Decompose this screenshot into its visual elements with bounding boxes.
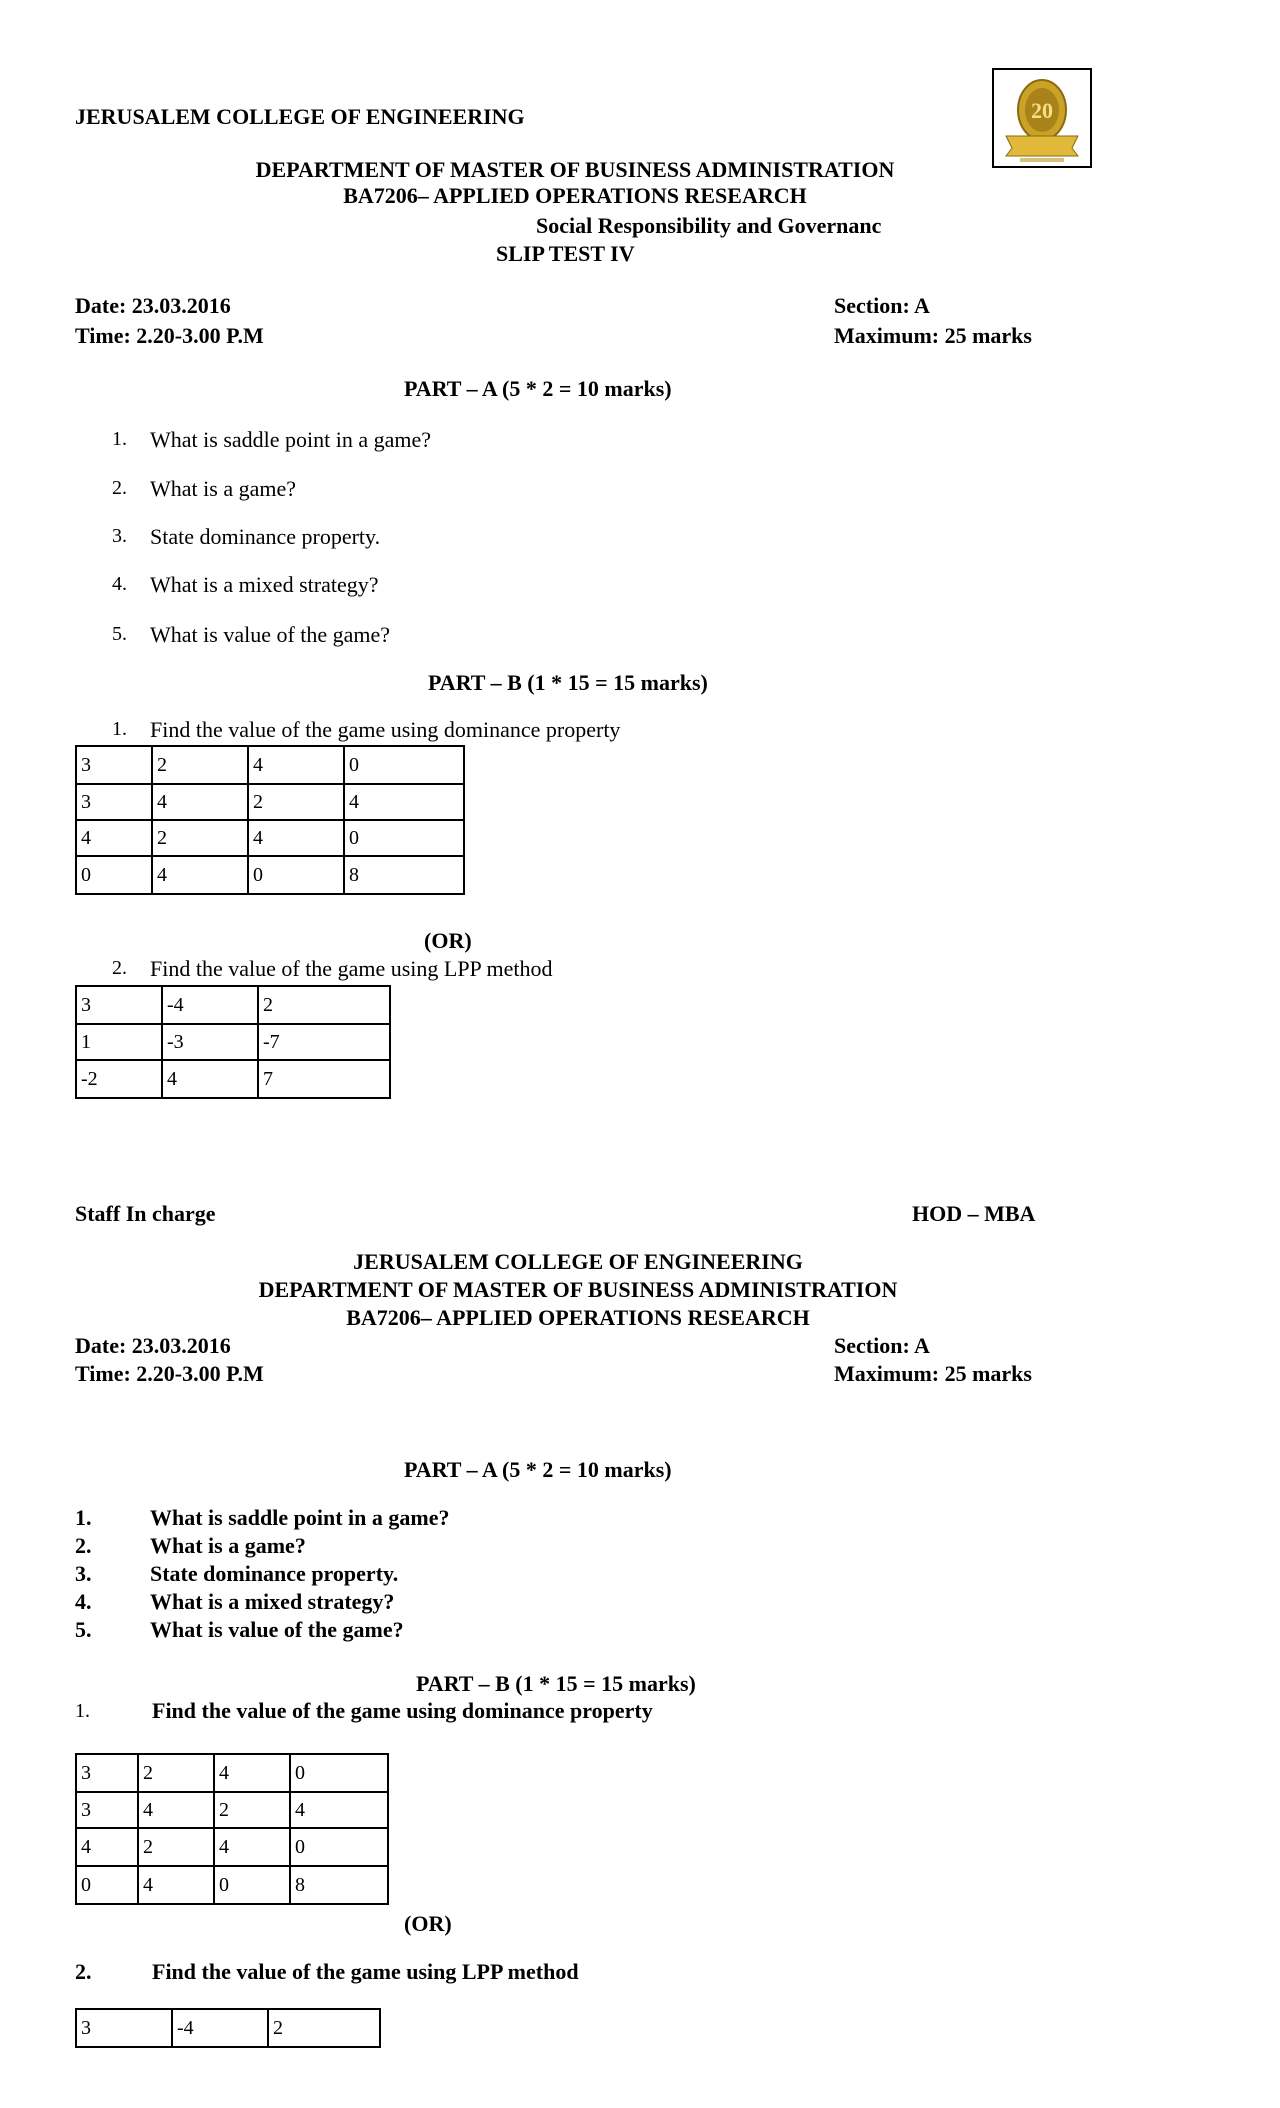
matrix-cell: 2 [214, 1792, 290, 1828]
question-number: 3. [75, 1561, 92, 1586]
matrix-cell: -4 [172, 2009, 268, 2047]
matrix-cell: 2 [268, 2009, 380, 2047]
matrix-cell: 4 [290, 1792, 388, 1828]
payoff-matrix-dominance [75, 1753, 389, 1905]
or-separator: (OR) [424, 928, 472, 953]
matrix-cell: 0 [214, 1866, 290, 1904]
matrix-cell: 4 [76, 820, 152, 856]
question-number: 2. [112, 957, 127, 979]
question-number: 1. [75, 1505, 92, 1530]
matrix-cell: 0 [248, 856, 344, 894]
matrix-cell: 1 [76, 1024, 162, 1060]
question-number: 4. [112, 573, 127, 595]
part-b-heading: PART – B (1 * 15 = 15 marks) [428, 670, 708, 695]
question-text: What is a mixed strategy? [150, 572, 379, 597]
matrix-cell: 4 [138, 1792, 214, 1828]
matrix-cell: 3 [76, 1792, 138, 1828]
matrix-cell: 0 [344, 746, 464, 784]
question-number: 2. [75, 1533, 92, 1558]
matrix-cell: 4 [76, 1828, 138, 1866]
matrix-cell: -3 [162, 1024, 258, 1060]
matrix-cell: 3 [76, 1754, 138, 1792]
question-number: 1. [112, 718, 127, 740]
hod-signature: HOD – MBA [912, 1201, 1036, 1226]
part-a-heading: PART – A (5 * 2 = 10 marks) [404, 1457, 672, 1482]
matrix-cell: 4 [214, 1754, 290, 1792]
matrix-cell: 3 [76, 2009, 172, 2047]
matrix-cell: 3 [76, 784, 152, 820]
matrix-cell: 4 [138, 1866, 214, 1904]
department-title: DEPARTMENT OF MASTER OF BUSINESS ADMINISTRATION [258, 1277, 898, 1302]
question-number: 2. [112, 477, 127, 499]
matrix-cell: 2 [152, 746, 248, 784]
matrix-cell: 8 [344, 856, 464, 894]
question-text: Find the value of the game using dominance property [152, 1698, 653, 1723]
matrix-cell: 0 [76, 1866, 138, 1904]
question-number: 3. [112, 525, 127, 547]
matrix-cell: 4 [344, 784, 464, 820]
payoff-matrix-lpp [75, 2008, 381, 2048]
matrix-cell: 0 [290, 1828, 388, 1866]
matrix-cell: 2 [248, 784, 344, 820]
logo-number: 20 [1031, 98, 1053, 123]
part-b-heading: PART – B (1 * 15 = 15 marks) [416, 1671, 696, 1696]
question-text: State dominance property. [150, 1561, 399, 1586]
time: Time: 2.20-3.00 P.M [75, 323, 264, 348]
matrix-cell: 4 [248, 820, 344, 856]
college-name: JERUSALEM COLLEGE OF ENGINEERING [353, 1249, 803, 1274]
subtitle: Social Responsibility and Governanc [536, 213, 882, 238]
max-marks: Maximum: 25 marks [834, 323, 1032, 348]
course-title: BA7206– APPLIED OPERATIONS RESEARCH [346, 1305, 810, 1330]
matrix-cell: 2 [152, 820, 248, 856]
question-text: What is a mixed strategy? [150, 1589, 395, 1614]
payoff-matrix-lpp [75, 985, 391, 1099]
matrix-cell: -2 [76, 1060, 162, 1098]
matrix-cell: -7 [258, 1024, 390, 1060]
question-text: What is value of the game? [150, 622, 391, 647]
matrix-cell: 4 [152, 784, 248, 820]
course-title: BA7206– APPLIED OPERATIONS RESEARCH [343, 183, 807, 208]
staff-in-charge: Staff In charge [75, 1201, 216, 1226]
question-text: Find the value of the game using LPP method [152, 1959, 579, 1984]
question-text: What is a game? [150, 476, 296, 501]
date: Date: 23.03.2016 [75, 1333, 231, 1358]
question-text: What is saddle point in a game? [150, 1505, 450, 1530]
matrix-cell: 2 [258, 986, 390, 1024]
question-number: 2. [75, 1959, 92, 1984]
matrix-cell: 7 [258, 1060, 390, 1098]
matrix-cell: 0 [290, 1754, 388, 1792]
matrix-cell: -4 [162, 986, 258, 1024]
question-text: What is a game? [150, 1533, 306, 1558]
max-marks: Maximum: 25 marks [834, 1361, 1032, 1386]
matrix-cell: 3 [76, 986, 162, 1024]
question-number: 5. [75, 1617, 92, 1642]
question-text: What is saddle point in a game? [150, 427, 432, 452]
time: Time: 2.20-3.00 P.M [75, 1361, 264, 1386]
question-text: Find the value of the game using LPP method [150, 956, 553, 981]
test-title: SLIP TEST IV [496, 241, 635, 266]
question-number: 4. [75, 1589, 92, 1614]
question-text: What is value of the game? [150, 1617, 404, 1642]
matrix-cell: 3 [76, 746, 152, 784]
matrix-cell: 2 [138, 1754, 214, 1792]
section: Section: A [834, 1333, 930, 1358]
part-a-heading: PART – A (5 * 2 = 10 marks) [404, 376, 672, 401]
emblem-icon [994, 70, 1090, 166]
matrix-cell: 0 [344, 820, 464, 856]
question-number: 1. [112, 428, 127, 450]
matrix-cell: 4 [248, 746, 344, 784]
question-number: 1. [75, 1700, 90, 1722]
matrix-cell: 0 [76, 856, 152, 894]
date: Date: 23.03.2016 [75, 293, 231, 318]
matrix-cell: 4 [152, 856, 248, 894]
question-number: 5. [112, 623, 127, 645]
section: Section: A [834, 293, 930, 318]
matrix-cell: 2 [138, 1828, 214, 1866]
question-text: Find the value of the game using dominance property [150, 717, 621, 742]
department-title: DEPARTMENT OF MASTER OF BUSINESS ADMINISTRATION [255, 157, 895, 182]
or-separator: (OR) [404, 1911, 452, 1936]
matrix-cell: 4 [214, 1828, 290, 1866]
college-logo [992, 68, 1092, 168]
matrix-cell: 4 [162, 1060, 258, 1098]
question-text: State dominance property. [150, 524, 381, 549]
matrix-cell: 8 [290, 1866, 388, 1904]
college-name: JERUSALEM COLLEGE OF ENGINEERING [75, 104, 525, 129]
payoff-matrix-dominance [75, 745, 465, 895]
